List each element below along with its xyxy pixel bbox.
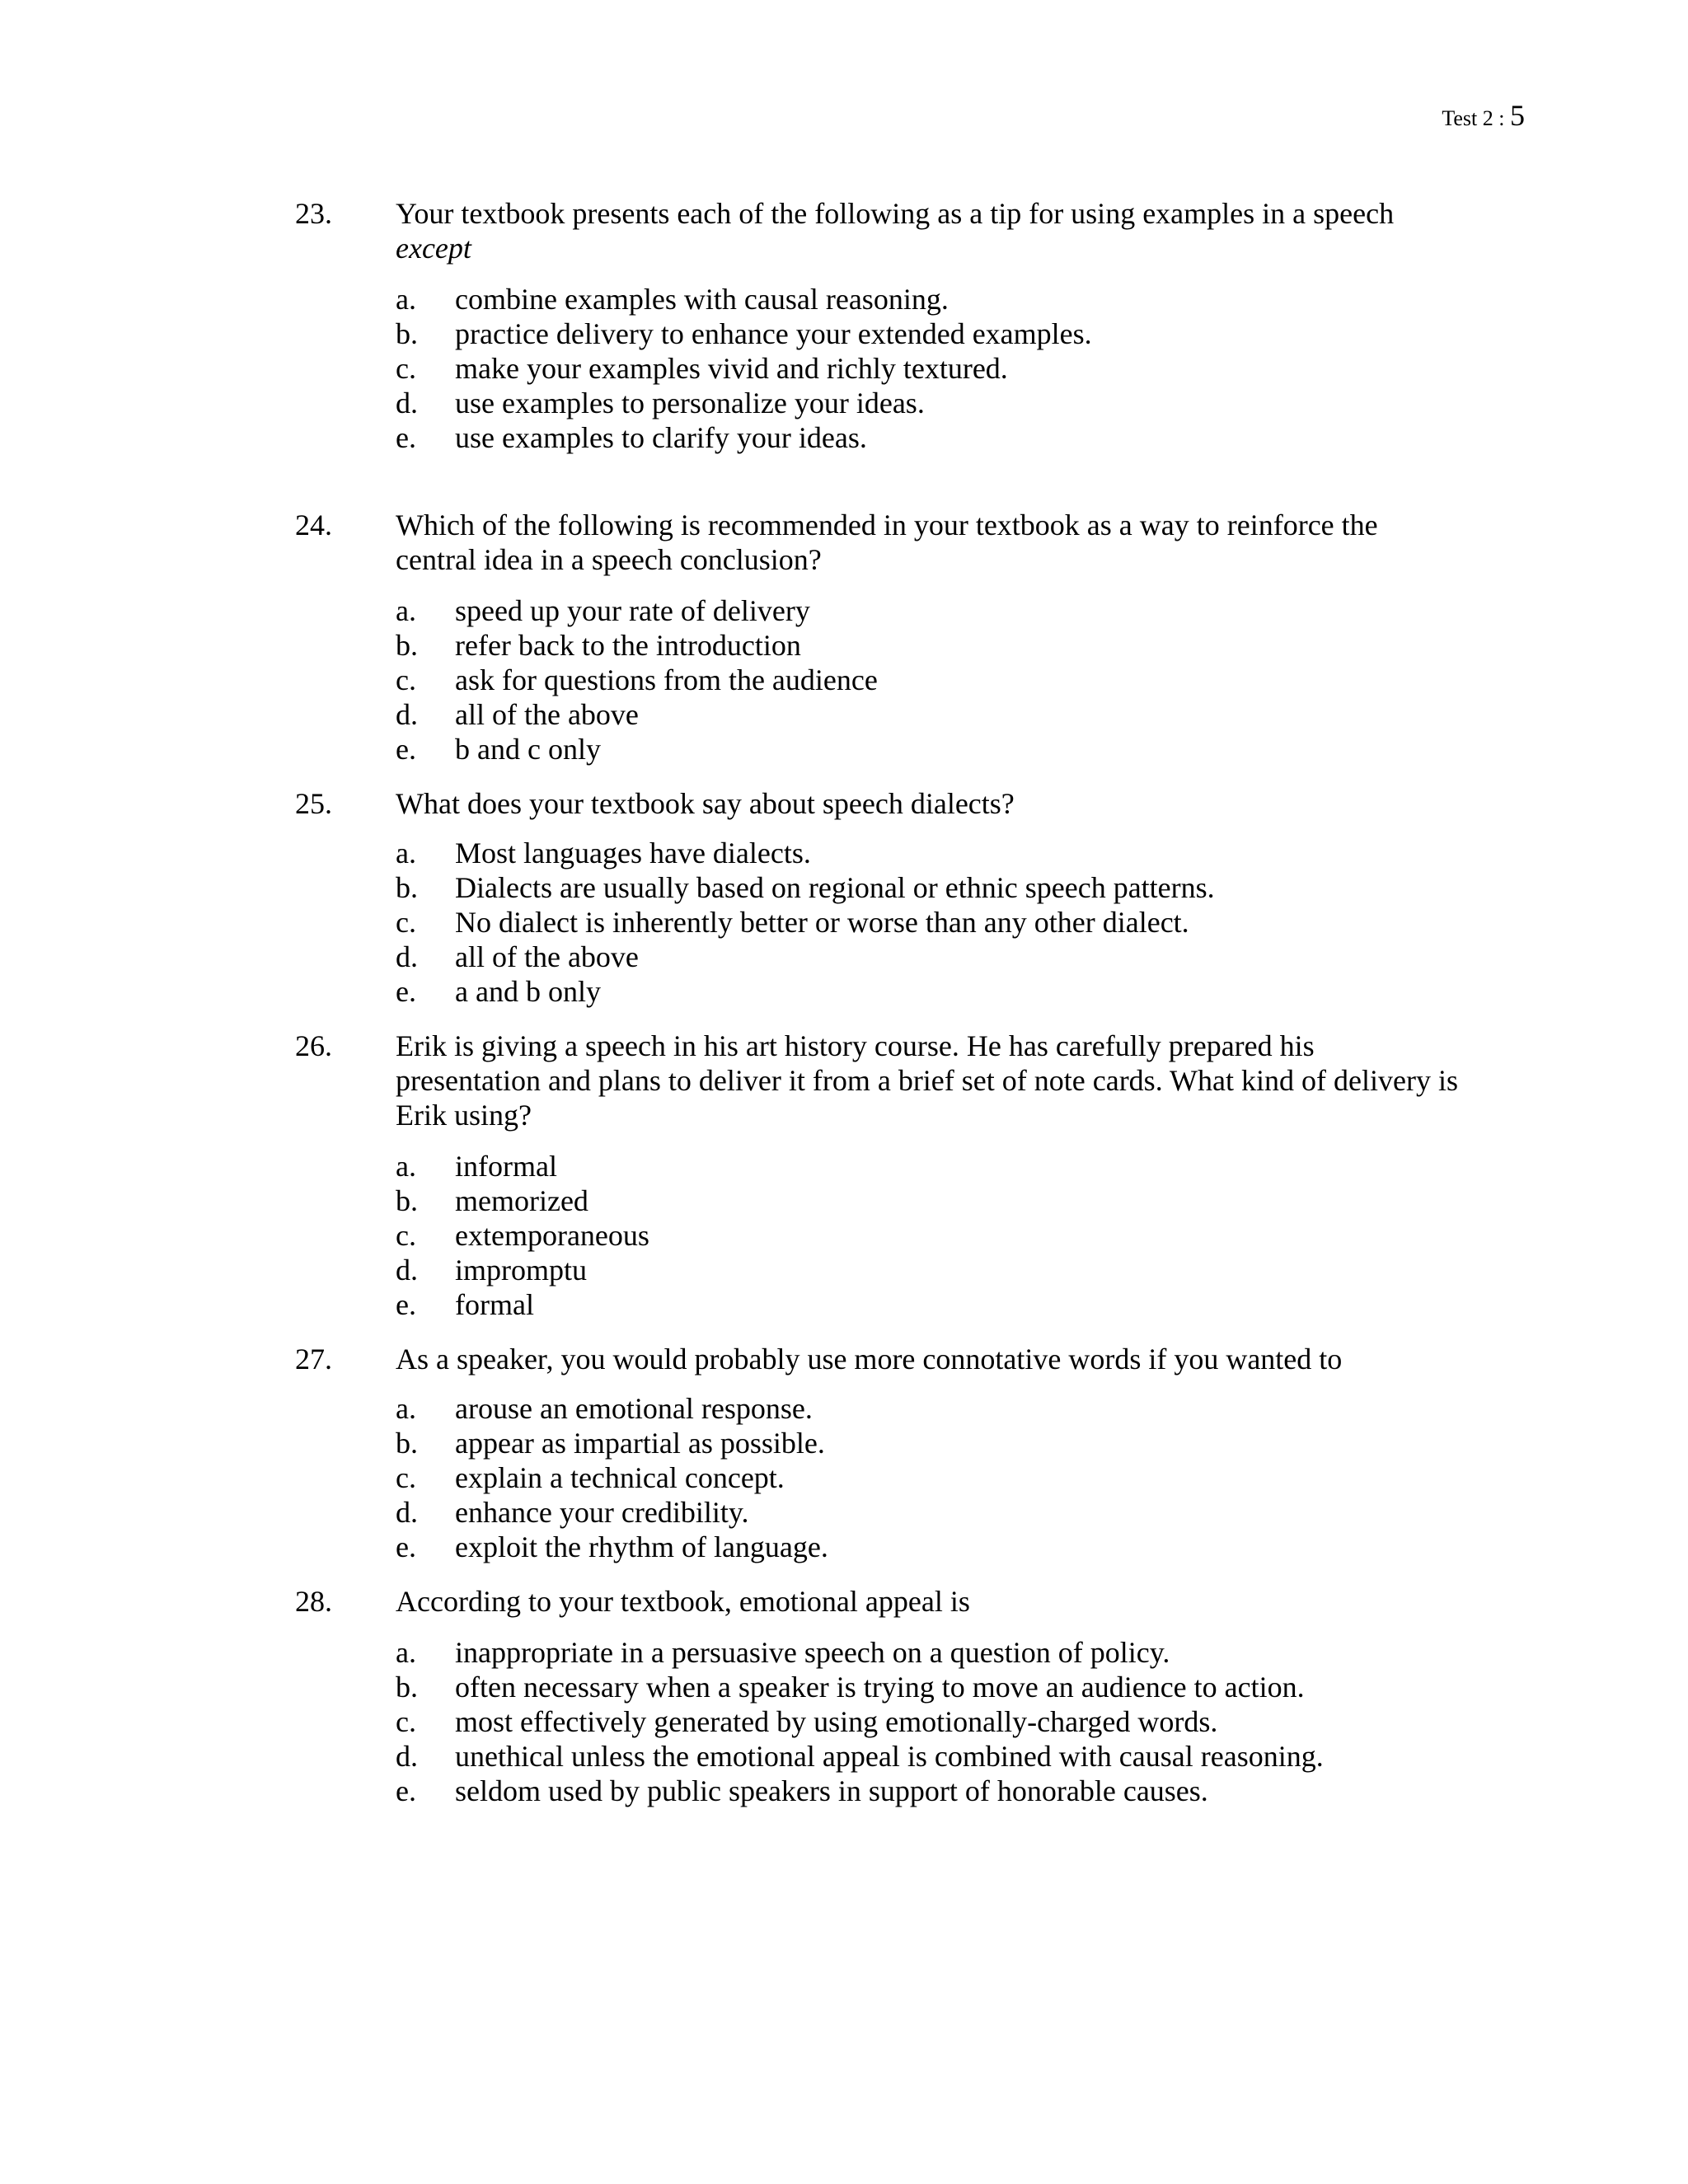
option-text: enhance your credibility. — [455, 1496, 749, 1529]
option-letter: c. — [396, 1219, 416, 1252]
option-letter: b. — [396, 1427, 418, 1460]
answer-option — [396, 316, 1482, 351]
answer-option — [396, 1218, 1482, 1253]
answer-option — [396, 974, 1482, 1009]
option-text: explain a technical concept. — [455, 1461, 785, 1494]
question-stem — [396, 1342, 1482, 1376]
answer-option — [396, 1149, 1482, 1183]
option-text: formal — [455, 1288, 534, 1321]
option-letter: d. — [396, 1496, 418, 1529]
answer-option — [396, 1426, 1482, 1460]
option-text: ask for questions from the audience — [455, 663, 878, 696]
answer-option — [396, 1530, 1482, 1564]
answer-option — [396, 905, 1482, 940]
option-text: informal — [455, 1150, 557, 1183]
option-letter: e. — [396, 1288, 416, 1321]
answer-options — [396, 282, 1482, 455]
option-text: Most languages have dialects. — [455, 837, 811, 869]
answer-option — [396, 1635, 1482, 1670]
question-stem-emphasis: except — [396, 232, 471, 265]
option-text: extemporaneous — [455, 1219, 649, 1252]
option-letter: c. — [396, 1705, 416, 1738]
question-1 — [295, 196, 1482, 455]
option-letter: e. — [396, 1530, 416, 1563]
question-6 — [295, 1584, 1482, 1808]
answer-option — [396, 1460, 1482, 1495]
option-letter: b. — [396, 1184, 418, 1217]
option-text: all of the above — [455, 940, 639, 973]
option-text: Dialects are usually based on regional or ethnic speech patterns. — [455, 871, 1215, 904]
option-text: seldom used by public speakers in support of honorable causes. — [455, 1774, 1208, 1807]
answer-option — [396, 1253, 1482, 1287]
answer-option — [396, 1670, 1482, 1704]
answer-option — [396, 1391, 1482, 1426]
question-stem — [396, 1584, 1482, 1619]
answer-option — [396, 1287, 1482, 1322]
answer-options — [396, 1635, 1482, 1808]
option-text: often necessary when a speaker is trying to move an audience to action. — [455, 1671, 1305, 1704]
question-3 — [295, 786, 1482, 1009]
answer-options — [396, 1149, 1482, 1322]
option-letter: c. — [396, 1461, 416, 1494]
option-letter: c. — [396, 352, 416, 385]
answer-option — [396, 420, 1482, 455]
question-stem-line: Which of the following is recommended in your textbook as a way to reinforce the — [396, 509, 1378, 541]
option-text: unethical unless the emotional appeal is combined with causal reasoning. — [455, 1740, 1324, 1773]
answer-option — [396, 593, 1482, 628]
question-stem-line: What does your textbook say about speech dialects? — [396, 787, 1015, 820]
option-text: refer back to the introduction — [455, 629, 801, 662]
option-text: appear as impartial as possible. — [455, 1427, 825, 1460]
option-letter: a. — [396, 1392, 416, 1425]
option-letter: d. — [396, 1254, 418, 1286]
question-5 — [295, 1342, 1482, 1564]
answer-options — [396, 1391, 1482, 1564]
page-number: 5 — [1510, 99, 1525, 132]
question-stem-line: Erik using? — [396, 1099, 532, 1132]
answer-option — [396, 1774, 1482, 1808]
answer-option — [396, 697, 1482, 732]
answer-option — [396, 940, 1482, 974]
option-text: use examples to clarify your ideas. — [455, 421, 867, 454]
option-text: make your examples vivid and richly textured. — [455, 352, 1008, 385]
option-letter: b. — [396, 1671, 418, 1704]
header-label: Test 2 : — [1442, 106, 1505, 130]
page-header — [1442, 99, 1525, 135]
option-text: speed up your rate of delivery — [455, 594, 810, 627]
answer-option — [396, 351, 1482, 386]
question-number: 28. — [295, 1585, 332, 1618]
answer-option — [396, 1739, 1482, 1774]
question-list — [295, 196, 1482, 1808]
answer-option — [396, 1704, 1482, 1739]
question-2 — [295, 508, 1482, 766]
option-letter: e. — [396, 1774, 416, 1807]
option-letter: b. — [396, 317, 418, 350]
option-text: all of the above — [455, 698, 639, 731]
answer-option — [396, 1495, 1482, 1530]
option-text: combine examples with causal reasoning. — [455, 283, 949, 316]
option-text: b and c only — [455, 733, 601, 766]
question-stem — [396, 1029, 1482, 1132]
answer-option — [396, 732, 1482, 766]
question-stem-line: presentation and plans to deliver it from a brief set of note cards. What kind of delivery is — [396, 1064, 1458, 1097]
option-letter: e. — [396, 421, 416, 454]
question-stem-line: According to your textbook, emotional appeal is — [396, 1585, 970, 1618]
question-number: 24. — [295, 509, 332, 541]
option-letter: c. — [396, 663, 416, 696]
option-letter: d. — [396, 387, 418, 419]
option-letter: a. — [396, 1636, 416, 1669]
option-text: arouse an emotional response. — [455, 1392, 813, 1425]
question-stem-line: Your textbook presents each of the following as a tip for using examples in a speech — [396, 197, 1395, 230]
option-text: memorized — [455, 1184, 588, 1217]
option-text: No dialect is inherently better or worse than any other dialect. — [455, 906, 1189, 939]
option-letter: e. — [396, 975, 416, 1008]
option-text: impromptu — [455, 1254, 587, 1286]
option-text: inappropriate in a persuasive speech on a question of policy. — [455, 1636, 1170, 1669]
question-number: 26. — [295, 1029, 332, 1062]
answer-option — [396, 870, 1482, 905]
answer-option — [396, 628, 1482, 663]
answer-option — [396, 386, 1482, 420]
option-text: exploit the rhythm of language. — [455, 1530, 828, 1563]
answer-options — [396, 593, 1482, 766]
answer-option — [396, 663, 1482, 697]
question-stem-line: As a speaker, you would probably use more connotative words if you wanted to — [396, 1343, 1343, 1376]
option-text: practice delivery to enhance your extended examples. — [455, 317, 1092, 350]
question-stem-line: Erik is giving a speech in his art history course. He has carefully prepared his — [396, 1029, 1315, 1062]
option-text: use examples to personalize your ideas. — [455, 387, 925, 419]
option-letter: a. — [396, 283, 416, 316]
question-4 — [295, 1029, 1482, 1322]
question-stem — [396, 196, 1482, 265]
option-letter: e. — [396, 733, 416, 766]
option-letter: d. — [396, 940, 418, 973]
answer-option — [396, 1183, 1482, 1218]
question-stem — [396, 508, 1482, 577]
question-number: 25. — [295, 787, 332, 820]
option-letter: a. — [396, 837, 416, 869]
option-letter: a. — [396, 594, 416, 627]
option-letter: d. — [396, 698, 418, 731]
question-number: 23. — [295, 197, 332, 230]
question-stem-line: central idea in a speech conclusion? — [396, 543, 822, 576]
question-number: 27. — [295, 1343, 332, 1376]
answer-options — [396, 836, 1482, 1009]
option-text: most effectively generated by using emotionally-charged words. — [455, 1705, 1218, 1738]
option-text: a and b only — [455, 975, 601, 1008]
option-letter: a. — [396, 1150, 416, 1183]
question-stem — [396, 786, 1482, 821]
answer-option — [396, 282, 1482, 316]
answer-option — [396, 836, 1482, 870]
option-letter: b. — [396, 871, 418, 904]
option-letter: c. — [396, 906, 416, 939]
option-letter: d. — [396, 1740, 418, 1773]
option-letter: b. — [396, 629, 418, 662]
